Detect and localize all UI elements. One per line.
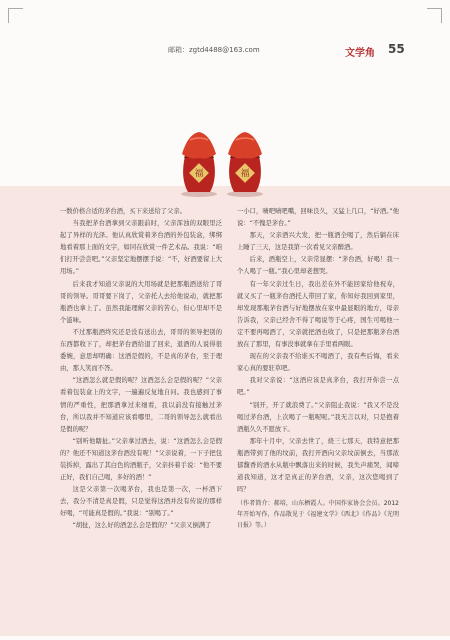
article-paragraph: 这是父亲第一次喝茅台，我也是第一次，一杯酒下去，我分不清是真是假，只是觉得这酒并没有传说的那样好喝，“可能真是假的。”我说：“别喝了。” <box>60 486 222 518</box>
article-paragraph: 现在的父亲我不给谁买不喝酒了，我有些后悔，看来家心真的要驻草吧。 <box>237 353 399 373</box>
article-column-left <box>60 206 222 533</box>
article-paragraph: “这酒怎么就是假的呢？这酒怎么会是假的呢？”父亲看着包装盒上的文字，一遍遍反复地自问。我也感到了事情的严重性，把那酒拿过来细看，我以前没有接触过茅台，所以我并不知道应该看哪里，二哥的领导怎么就看出是假的呢？ <box>60 377 222 433</box>
jar-label-right: 福 <box>240 169 250 179</box>
article-paragraph: 那年十月中，父亲去世了，烧三七那天，我特意把那瓶酒带到了他的坟前，我打开酒向父亲坟前倒去，当那浓郁馥香的酒水从瓶中飘落出来的时候，我失声痛哭，闻啼道我知道，这才是真正的茅台酒，父亲，这次您喝到了吗？ <box>237 437 399 494</box>
page-number: 55 <box>388 42 405 56</box>
article-paragraph: 一小口，啧吧啧吧嘴，回味良久，又猛上几口，“好酒。”他说：“不愧是茅台。” <box>237 208 399 228</box>
article-paragraph: 我对父亲说：“这酒应该是真茅台，我打开你尝一点吧。” <box>237 377 399 397</box>
author-bio: （作者简介：郝培，山东栖霞人。中国作家协会会员。2012年开始写作，作品散见于《福建文学》《西北》《作品》《光明日报》等。） <box>237 500 399 530</box>
header-email: 邮箱：zgtd4488@163.com <box>168 46 260 54</box>
crop-mark-top-left <box>8 8 23 23</box>
article-paragraph: 当我把茅台酒拿到父亲跟前时，父亲浑浊的双眼里泛起了异样的光泽。他认真欣赏着茅台酒的外包装盒，绑绑地看着那上面的文字，如同在欣赏一件艺术品。我说：“咱们打开尝尝吧。”父亲坚定地摆摆手说：“不，好酒要留上大用场。” <box>60 220 222 276</box>
article-paragraph: “别开，开了就浪费了。”父亲阻止我说：“我又不是没喝过茅台酒，上次喝了一瓶呢呢。”我无言以对，只是抱着酒瓶久久不愿放下。 <box>237 401 399 433</box>
article-paragraph: 不过那瓶酒终究还是没有送出去，哥哥的领导把别的东西都收下了，却把茅台酒给退了回来，退酒的人说得很委婉，意思却明确：这酒是假的，不是真的茅台，至于理由，那人笑而不答。 <box>60 328 222 373</box>
crop-mark-top-right <box>427 8 442 23</box>
article-paragraph: 后来，酒瓶空上，父亲常显摆：“茅台酒，好喝！我一个人喝了一瓶。”我心里却老想哭。 <box>237 256 399 276</box>
section-title: 文学角 <box>345 48 375 59</box>
wine-jars-icon <box>168 128 278 200</box>
article-column-right <box>237 206 399 531</box>
article-paragraph: 后来我才知道父亲说的大用场就是把那瓶酒送给了哥哥的领导。哥哥要下岗了，父亲托人去给他说动，就把那瓶酒也拿上了。虽然我能理解父亲的苦心，但心里却不是个滋味。 <box>60 280 222 324</box>
article-paragraph: 那天，父亲酒兴大发，把一瓶酒全喝了，然后躺在床上睡了三天，这是我第一次看见父亲醉酒。 <box>237 232 399 252</box>
wine-jar-left <box>181 132 217 197</box>
page-header <box>0 44 450 58</box>
article-paragraph: “胡扯，这么好的酒怎么会是假的？”父亲又倒满了 <box>72 522 212 530</box>
wine-jar-right <box>227 132 263 197</box>
jar-label-left: 福 <box>194 169 204 179</box>
article-paragraph: “别听他瞎扯。”父亲拿过酒去，说：“这酒怎么会是假的？他还不知道这茅台酒没有呢！”父亲说着，一下子把包装拆掉，露出了其白色的酒瓶子，父亲抖着手说：“他不要正好，我们自己喝，多好的酒！” <box>60 437 222 482</box>
article-paragraph: 有一年父亲过生日，我出差在外不能回家给他祝寿，就又买了一瓶茅台酒托人带回了家，你知好我回到家里，却发现那瓶茅台酒与好地摆放在家中最显眼的地方，母亲告诉我，父亲已经舍不得了喝说等于心疼，国生可喝他一定不要再喝酒了，父亲就把酒也收了，只是把那瓶茅台酒放在了那里，有事没事就拿在手里看两眼。 <box>237 280 399 349</box>
article-paragraph: 一数价格合适的茅台酒，买下来送给了父亲。 <box>60 208 186 215</box>
